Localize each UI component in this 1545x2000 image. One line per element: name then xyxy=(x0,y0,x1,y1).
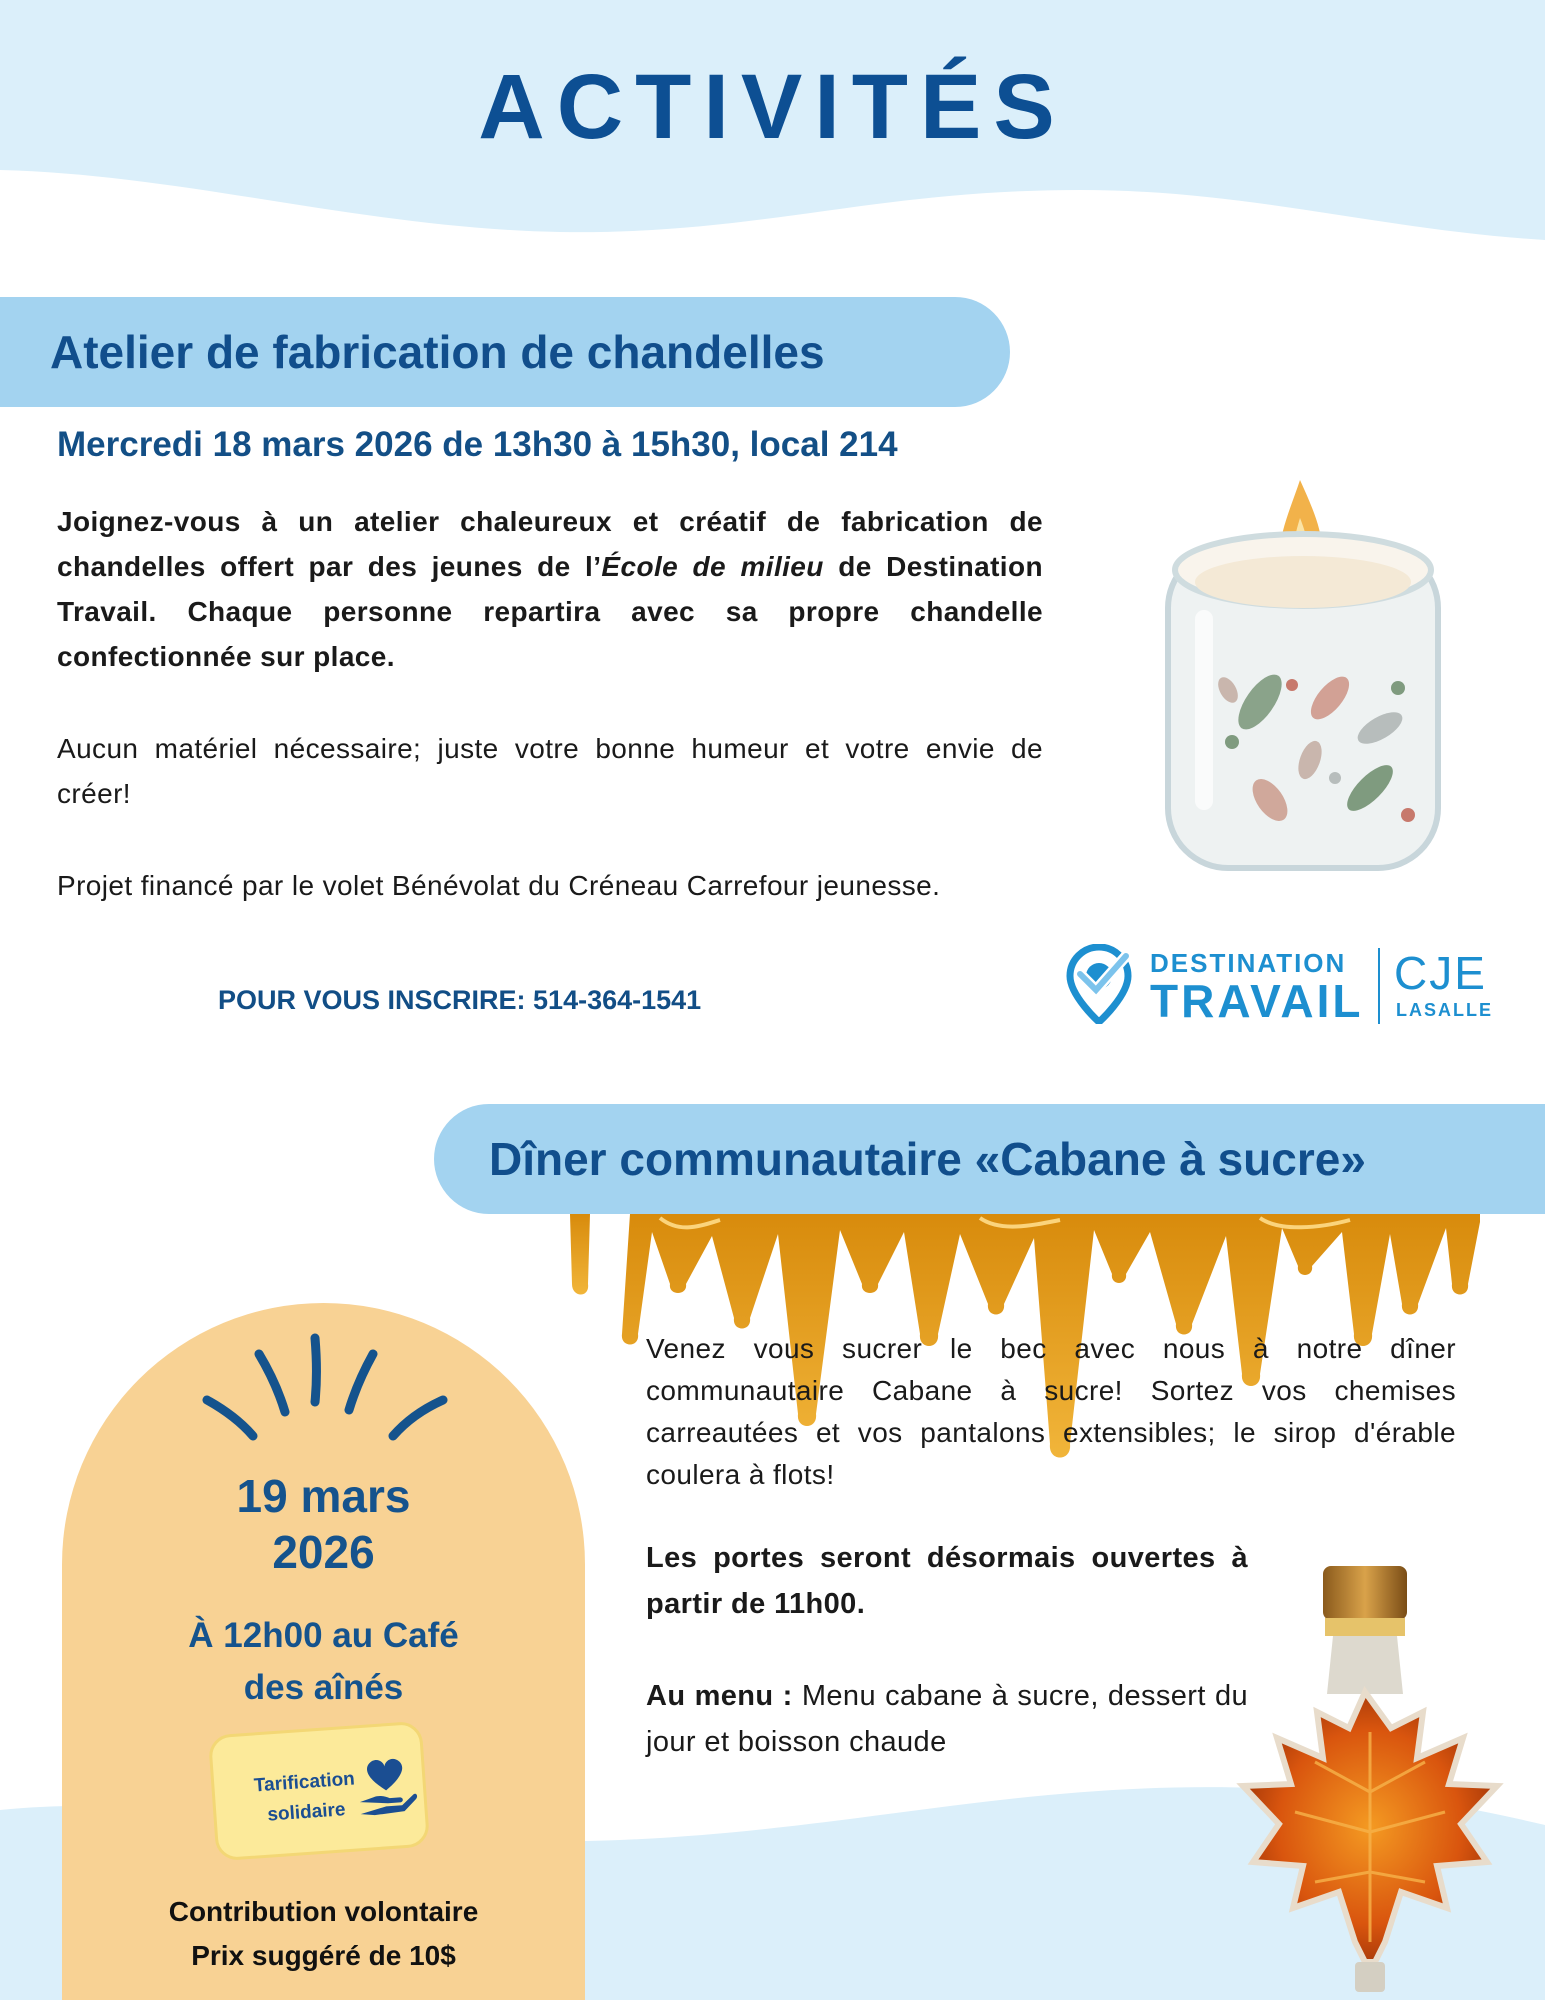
location-pin-check-icon xyxy=(1066,944,1132,1024)
tarification-solidaire-badge xyxy=(208,1721,430,1862)
candle-jar-icon xyxy=(1140,470,1470,890)
logo-lasalle-text: LASALLE xyxy=(1396,1000,1493,1020)
menu-label: Au menu : xyxy=(646,1680,793,1712)
intro-part-1: Joignez-vous à un atelier chaleureux et créatif de fabrication de chandelles offert par des jeunes de l’ xyxy=(57,506,1043,582)
logo-travail-text: TRAVAIL xyxy=(1150,975,1364,1027)
event-time-line1: À 12h00 au Café xyxy=(188,1616,459,1655)
section-heading-candles-text: Atelier de fabrication de chandelles xyxy=(50,326,825,378)
candle-workshop-note: Aucun matériel nécessaire; juste votre bonne humeur et votre envie de créer! xyxy=(57,733,1043,809)
signup-phone: POUR VOUS INSCRIRE: 514-364-1541 xyxy=(218,985,702,1015)
event-date-line2: 2026 xyxy=(272,1526,375,1578)
event-time-location xyxy=(62,1610,585,1714)
page-title: ACTIVITÉS xyxy=(478,56,1067,158)
section-heading-candles xyxy=(0,297,1010,407)
logo-destination-text: DESTINATION xyxy=(1150,948,1347,978)
logo-cje-text: CJE xyxy=(1394,947,1487,999)
candle-workshop-intro xyxy=(57,499,1043,679)
candle-workshop-date: Mercredi 18 mars 2026 de 13h30 à 15h30, local 214 xyxy=(57,425,898,464)
event-date xyxy=(62,1468,585,1580)
destination-travail-logo xyxy=(1066,944,1506,1026)
contribution-line1: Contribution volontaire xyxy=(168,1896,479,1927)
dinner-description: Venez vous sucrer le bec avec nous à notre dîner communautaire Cabane à sucre! Sortez vos chemises carreautées et vos pantalons extensibles; le sirop d'érable coulera à flots! xyxy=(646,1333,1456,1490)
dinner-doors-open: Les portes seront désormais ouvertes à partir de 11h00. xyxy=(646,1542,1248,1620)
candle-workshop-funding: Projet financé par le volet Bénévolat du Créneau Carrefour jeunesse. xyxy=(57,870,941,901)
logo-divider xyxy=(1378,948,1380,1024)
badge-line1: Tarification xyxy=(253,1768,356,1797)
contribution-info xyxy=(62,1890,585,1978)
sparkle-rays-icon xyxy=(195,1330,455,1450)
badge-line2: solidaire xyxy=(266,1799,347,1826)
dinner-menu xyxy=(646,1673,1248,1765)
intro-italic: École de milieu xyxy=(601,551,824,582)
maple-syrup-bottle-icon xyxy=(1225,1562,1515,2000)
contribution-line2: Prix suggéré de 10$ xyxy=(191,1940,456,1971)
heart-hand-icon xyxy=(353,1754,419,1820)
section-heading-dinner-text: Dîner communautaire «Cabane à sucre» xyxy=(489,1133,1366,1185)
menu-text: Menu cabane à sucre, dessert du jour et boisson chaude xyxy=(646,1680,1248,1758)
event-date-line1: 19 mars xyxy=(236,1470,411,1522)
section-heading-dinner xyxy=(434,1104,1545,1214)
intro-part-2: de Destination Travail. Chaque personne repartira avec sa propre chandelle confectionnée sur place. xyxy=(57,551,1043,672)
event-time-line2: des aînés xyxy=(243,1668,404,1707)
